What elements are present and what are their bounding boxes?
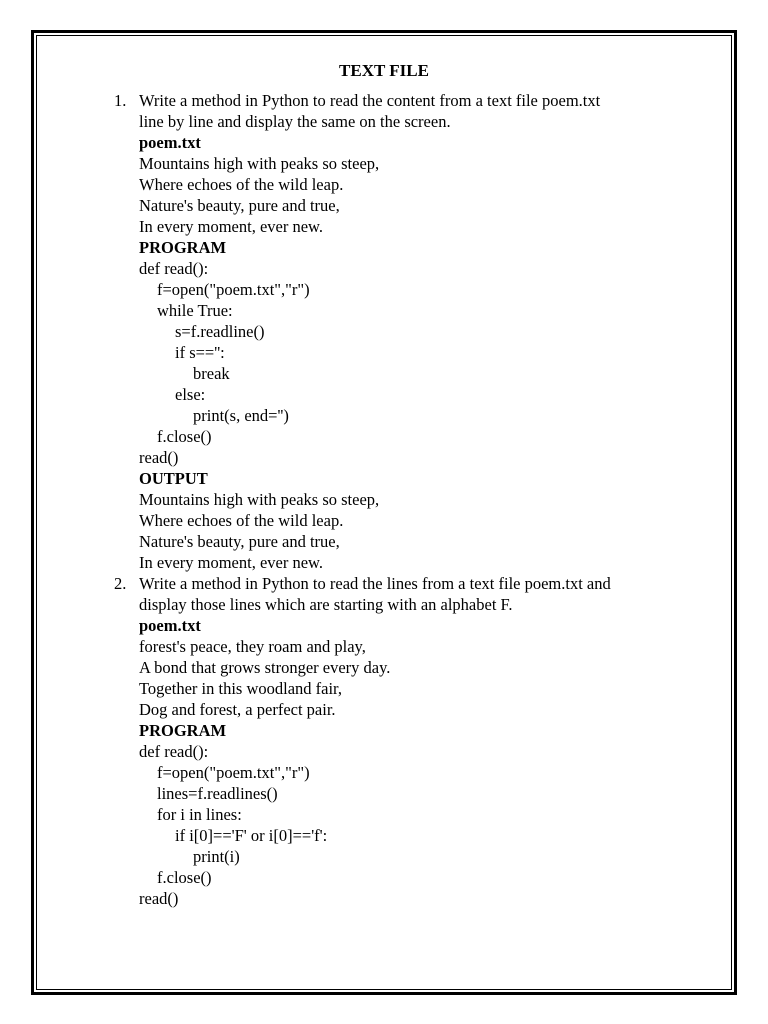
program-label: PROGRAM xyxy=(139,721,227,740)
file-label: poem.txt xyxy=(139,133,201,152)
question-text-line: display those lines which are starting with an alphabet F. xyxy=(139,595,513,614)
code-line: print(s, end='') xyxy=(193,406,289,425)
code-line: def read(): xyxy=(139,742,209,761)
code-line: read() xyxy=(139,448,179,467)
code-line: for i in lines: xyxy=(157,805,242,824)
file-line: Where echoes of the wild leap. xyxy=(139,175,344,194)
question-text-line: Write a method in Python to read the content from a text file poem.txt xyxy=(139,91,601,110)
code-line: if i[0]=='F' or i[0]=='f': xyxy=(175,826,328,845)
page-title: TEXT FILE xyxy=(339,61,429,80)
code-line: f=open("poem.txt","r") xyxy=(157,280,310,299)
output-line: In every moment, ever new. xyxy=(139,553,324,572)
file-line: Together in this woodland fair, xyxy=(139,679,343,698)
file-line: A bond that grows stronger every day. xyxy=(139,658,391,677)
output-line: Nature's beauty, pure and true, xyxy=(139,532,340,551)
code-line: print(i) xyxy=(193,847,240,866)
code-line: f=open("poem.txt","r") xyxy=(157,763,310,782)
file-label: poem.txt xyxy=(139,616,201,635)
code-line: read() xyxy=(139,889,179,908)
file-line: Mountains high with peaks so steep, xyxy=(139,154,380,173)
code-line: def read(): xyxy=(139,259,209,278)
document-body xyxy=(114,90,719,909)
code-line: s=f.readline() xyxy=(175,322,265,341)
code-line: lines=f.readlines() xyxy=(157,784,278,803)
code-line: f.close() xyxy=(157,868,212,887)
question-text-line: Write a method in Python to read the lines from a text file poem.txt and xyxy=(139,574,611,593)
output-label: OUTPUT xyxy=(139,469,208,488)
question-1 xyxy=(114,90,719,573)
output-line: Where echoes of the wild leap. xyxy=(139,511,344,530)
question-2 xyxy=(114,573,719,909)
code-line: if s=='': xyxy=(175,343,225,362)
question-number: 2. xyxy=(114,574,127,593)
file-line: Nature's beauty, pure and true, xyxy=(139,196,340,215)
file-line: In every moment, ever new. xyxy=(139,217,324,236)
code-line: else: xyxy=(175,385,206,404)
program-label: PROGRAM xyxy=(139,238,227,257)
file-line: forest's peace, they roam and play, xyxy=(139,637,366,656)
file-line: Dog and forest, a perfect pair. xyxy=(139,700,336,719)
code-line: break xyxy=(193,364,230,383)
output-line: Mountains high with peaks so steep, xyxy=(139,490,380,509)
code-line: f.close() xyxy=(157,427,212,446)
code-line: while True: xyxy=(157,301,233,320)
question-text-line: line by line and display the same on the screen. xyxy=(139,112,451,131)
question-number: 1. xyxy=(114,91,127,110)
